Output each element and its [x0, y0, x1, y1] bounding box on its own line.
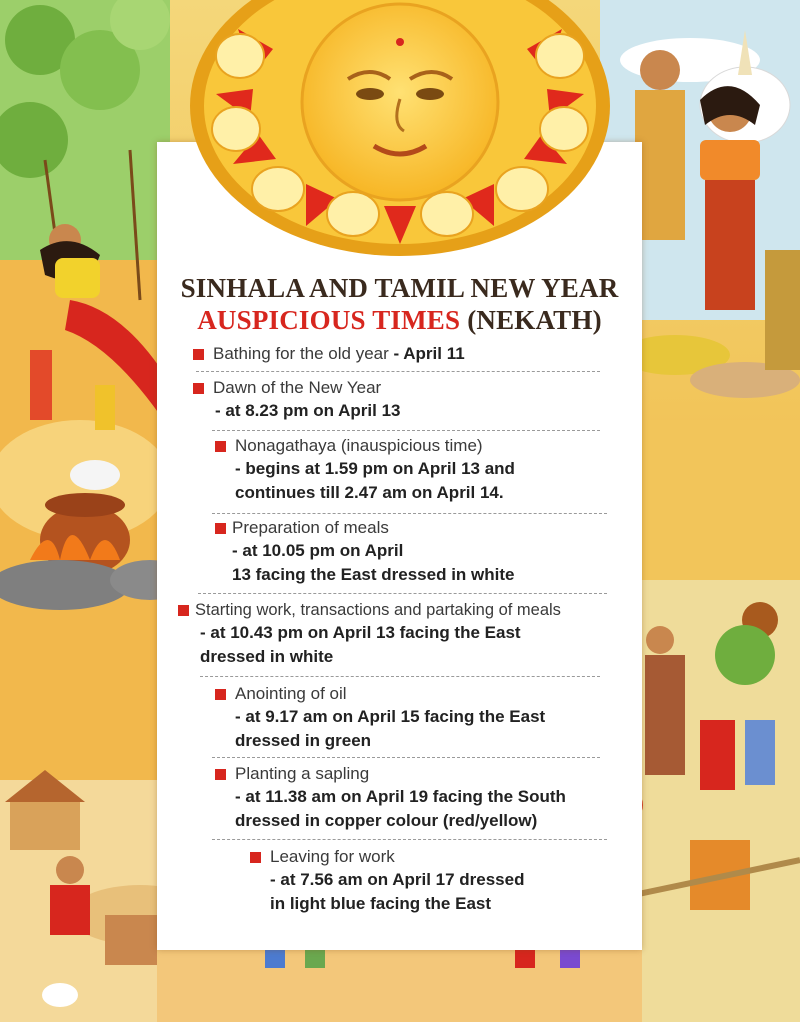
- divider: [196, 371, 600, 372]
- list-item: [250, 846, 524, 916]
- bullet-square-icon: [193, 383, 204, 394]
- item-label: Preparation of meals: [232, 518, 389, 537]
- item-detail: - at 10.05 pm on April: [232, 541, 404, 560]
- list-item: [215, 683, 545, 753]
- subtitle-main: AUSPICIOUS TIMES: [197, 305, 461, 335]
- list-item: [215, 435, 515, 505]
- divider: [200, 676, 600, 677]
- list-item: [178, 599, 561, 669]
- item-label: Nonagathaya (inauspicious time): [235, 436, 483, 455]
- bullet-square-icon: [215, 523, 226, 534]
- item-detail: - at 10.43 pm on April 13 facing the East: [200, 623, 521, 642]
- divider: [198, 593, 607, 594]
- list-item: [215, 517, 514, 587]
- sun-face-illustration: [188, 0, 612, 256]
- bullet-square-icon: [250, 852, 261, 863]
- divider: [212, 839, 607, 840]
- item-label: Anointing of oil: [235, 684, 347, 703]
- item-label: Planting a sapling: [235, 764, 370, 783]
- list-item: [193, 377, 400, 423]
- item-label: Bathing for the old year: [213, 344, 389, 363]
- bullet-square-icon: [178, 605, 189, 616]
- item-detail: dressed in green: [235, 731, 372, 750]
- list-item: [193, 343, 465, 365]
- item-detail: 13 facing the East dressed in white: [232, 565, 515, 584]
- item-detail: - begins at 1.59 pm on April 13 and: [235, 459, 515, 478]
- bullet-square-icon: [215, 689, 226, 700]
- item-label: Starting work, transactions and partaking of meals: [195, 601, 561, 619]
- page-subtitle: [157, 305, 642, 336]
- item-detail: in light blue facing the East: [270, 894, 492, 913]
- item-label: Dawn of the New Year: [213, 378, 382, 397]
- divider: [212, 757, 600, 758]
- page-title: SINHALA AND TAMIL NEW YEAR: [180, 273, 619, 303]
- item-detail: dressed in white: [200, 647, 334, 666]
- divider: [212, 430, 600, 431]
- item-detail: - at 9.17 am on April 15 facing the East: [235, 707, 546, 726]
- list-item: [215, 763, 566, 833]
- item-label: Leaving for work: [270, 847, 395, 866]
- bullet-square-icon: [215, 769, 226, 780]
- item-detail: continues till 2.47 am on April 14.: [235, 483, 504, 502]
- subtitle-sub: (NEKATH): [467, 305, 602, 335]
- item-detail: - at 7.56 am on April 17 dressed: [270, 870, 525, 889]
- bullet-square-icon: [193, 349, 204, 360]
- bullet-square-icon: [215, 441, 226, 452]
- item-detail: - at 11.38 am on April 19 facing the South: [235, 787, 566, 806]
- item-inline-date: - April 11: [393, 344, 465, 363]
- item-detail: - at 8.23 pm on April 13: [215, 401, 401, 420]
- divider: [212, 513, 607, 514]
- item-detail: dressed in copper colour (red/yellow): [235, 811, 538, 830]
